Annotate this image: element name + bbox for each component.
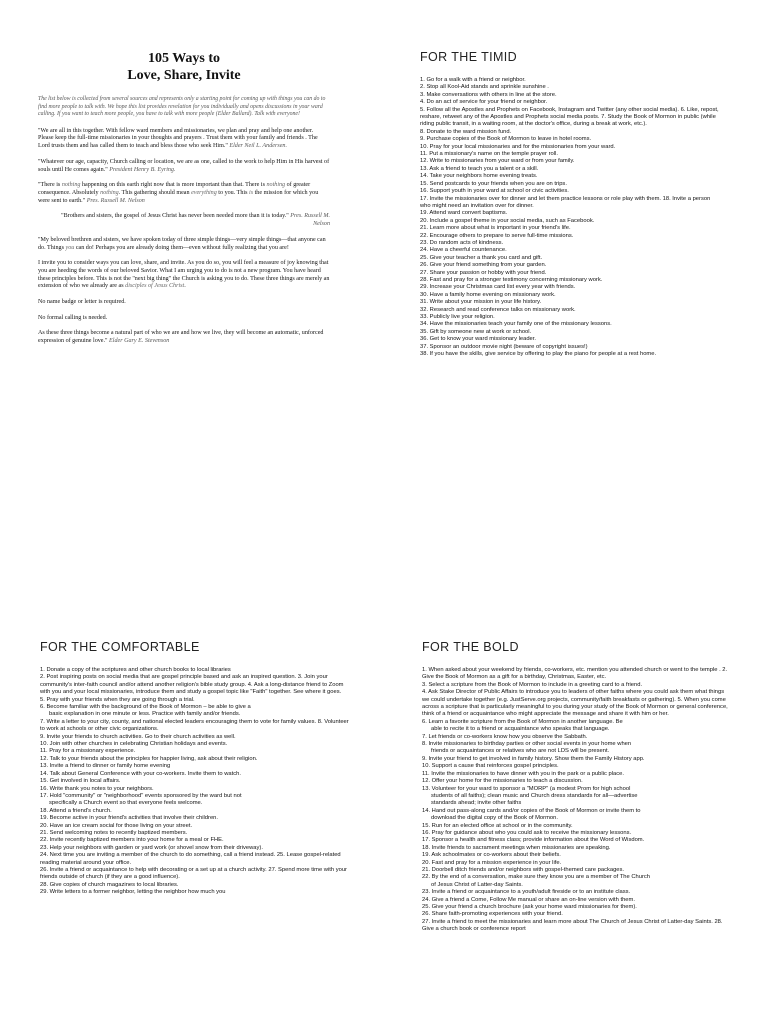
bold-list [422, 667, 732, 934]
list-item: 15. Run for an elected office at school or in the community. [422, 822, 573, 829]
quote-emphasis: nothing [61, 182, 81, 189]
list-item: 10. Pray for your local missionaries and for the missionaries from your ward. [420, 143, 616, 150]
intro-lead: The list below is collected from several sources and represents only a starting point for coming up with things you can do to find more people to talk with. We hope this list provides revelation for you individually and opens discussions in your ward calling. If you want to teach more people, you have to talk with more people (Elder Ballard). Talk with everyone! [38, 96, 326, 118]
list-item: specifically a Church event so that everyone feels welcome. [49, 800, 203, 807]
list-item: 12. Offer your home for the missionaries to teach a discussion. [422, 778, 583, 785]
quote-segment: "There is [38, 182, 62, 189]
list-item: 24. Have a cheerful countenance. [420, 247, 507, 254]
list-item: 31. Write about your mission in your life history. [420, 299, 542, 306]
list-item: 3. Select a scripture from the Book of Mormon to include in a greeting card to a friend. [422, 681, 643, 688]
list-item: 26. Invite a friend or acquaintance to help with decorating or a set up at a church activity. 27. Spend more time with your friends outside of church (if they are a good influence). [40, 866, 347, 881]
list-item: 13. Ask a friend to teach you a talent or a skill. [420, 165, 539, 172]
list-item: 29. Write letters to a former neighbor, letting the neighbor how much you [40, 889, 226, 896]
quote-nelson-today [38, 213, 330, 228]
list-item: 22. Encourage others to prepare to serve full-time missions. [420, 232, 574, 239]
section-heading: FOR THE BOLD [422, 640, 519, 654]
list-item: 16. Pray for guidance about who you could ask to receive the missionary lessons. [422, 829, 632, 836]
quote-segment: can do! Perhaps you are already doing them—even without fully realizing that you are! [74, 244, 289, 251]
list-item: 9. Purchase copies of the Book of Mormon to leave in hotel rooms. [420, 136, 592, 143]
quote-text: As these three things become a natural part of who we are and how we live, they will become an automatic, unforced expression of genuine love." [38, 330, 324, 345]
quote-attribution: Elder Gary E. Stevenson [109, 338, 170, 345]
quote-emphasis: nothing [100, 190, 119, 196]
list-item: 14. Take your neighbors home evening treats. [420, 173, 538, 180]
list-item: 27. Share your passion or hobby with your friend. [420, 269, 547, 276]
list-item: 23. Do random acts of kindness. [420, 239, 504, 246]
list-item: 7. Let friends or co-workers know how you observe the Sabbath. [422, 733, 588, 740]
list-item: 6. Learn a favorite scripture from the Book of Mormon in another language. Be [422, 718, 623, 725]
list-item: 30. Have a family home evening on missionary work. [420, 291, 556, 298]
comfortable-section [40, 640, 350, 1024]
list-item: 28. Fast and pray for a stronger testimony concerning missionary work. [420, 276, 603, 283]
list-item: 20. Include a gospel theme in your social media, such as Facebook. [420, 217, 595, 224]
list-item: 19. Ask schoolmates or co-workers about their beliefs. [422, 852, 561, 859]
list-item: 15. Get involved in local affairs. [40, 778, 121, 785]
list-item: 8. Invite missionaries to birthday parties or other social events in your home when [422, 741, 632, 748]
list-item: download the digital copy of the Book of Mormon. [431, 815, 558, 822]
quote-stevenson-part4: No formal calling is needed. [38, 314, 108, 321]
list-item: 17. Sponsor a health and fitness class; provide information about the Word of Wisdom. [422, 837, 645, 844]
list-item: 32. Research and read conference talks on missionary work. [420, 306, 576, 313]
list-item: 1. Go for a walk with a friend or neighbor. [420, 77, 526, 83]
page-title [38, 50, 330, 84]
list-item: 14. Talk about General Conference with your co-workers. Invite them to watch. [40, 770, 241, 777]
list-item: 16. Write thank you notes to your neighbors. [40, 785, 154, 792]
quote-text: "We are all in this together. With fellow ward members and missionaries, we plan and pray and help one another. Please keep the full-time missionaries in your thoughts and prayers . Trust them with your family and friends . The Lord trusts them and has called them to teach and bless those who seek Him." [38, 127, 318, 150]
list-item: 4. Do an act of service for your friend or neighbor. [420, 99, 548, 106]
list-item: 21. Doorbell ditch friends and/or neighbors with gospel-themed care packages. [422, 866, 625, 873]
list-item: 7. Write a letter to your city, county, and national elected leaders encouraging them to vote for family values. 8. Volunteer to work at schools or other civic organizations. [40, 718, 349, 733]
list-item: 9. Invite your friend to get involved in family history. Show them the Family History app. [422, 755, 645, 762]
list-item: 36. Get to know your ward missionary leader. [420, 336, 536, 343]
title-line-1: 105 Ways to [147, 51, 221, 66]
list-item: 11. Put a missionary's name on the temple prayer roll. [420, 151, 558, 158]
list-item: 16. Support youth in your ward at school or civic activities. [420, 188, 569, 195]
bold-section [422, 640, 732, 1024]
list-item: 34. Have the missionaries teach your family one of the missionary lessons. [420, 321, 612, 328]
section-heading: FOR THE TIMID [420, 50, 518, 64]
list-item: 23. Help your neighbors with garden or yard work (or shovel snow from their driveway). [40, 844, 263, 851]
list-item: 12. Write to missionaries from your ward or from your family. [420, 158, 575, 165]
quote-text: "Whatever our age, capacity, Church calling or location, we are as one, called to the work to help Him in His harvest of souls until He comes again." [38, 158, 330, 173]
quote-emphasis: you [65, 244, 75, 251]
list-item: able to recite it to a friend or acquaintance who speaks that language. [431, 726, 610, 733]
list-item: 3. Make conversations with others in line at the store. [420, 91, 557, 98]
list-item: 37. Sponsor an outdoor movie night (beware of copyright issues!) [420, 343, 588, 350]
list-item: 24. Give a friend a Come, Follow Me manual or share an on-line version with them. [422, 896, 635, 903]
quote-nelson-gathering [38, 182, 330, 205]
list-item: 23. Invite a friend or acquaintance to a youth/adult fireside or to an institute class. [422, 889, 631, 896]
list-item: 18. Invite friends to sacrament meetings when missionaries are speaking. [422, 844, 611, 851]
quote-segment: I invite you to consider ways you can love, share, and invite. As you do so, you will feel a measure of joy knowing that you are heeding the words of our beloved Savior. What I am urging you to do is not a new program. You have heard these principles before. This is not the "next big thing" the Church is asking you to do. These three things are merely an extension of who we already are as [38, 260, 330, 290]
quote-stevenson-part2 [38, 260, 330, 291]
list-item: 5. Follow all the Apostles and Prophets on Facebook, Instagram and Twitter (any other social media). 6. Like, repost, reshare, retweet any of the Apostles and Prophets social media posts. 7. Study the Book of Mormon in public (while riding public transit, in a waiting room, at the doctor's office, during a break at work, etc.). [420, 106, 719, 128]
quote-segment: the mission for which you were sent to earth." [38, 190, 319, 204]
list-item: 24. Next time you are inviting a member of the church to do something, call a friend instead. 25. Lease gospel-related reading material around your office. [40, 852, 341, 866]
list-item: 27. Invite a friend to meet the missionaries and learn more about The Church of Jesus Christ of Latter-day Saints. 28. Give a church book or conference report [422, 918, 723, 933]
list-item: 19. Become active in your friend's activities that involve their children. [40, 815, 218, 822]
list-item: standards ahead; invite other faiths [431, 800, 522, 807]
list-item: 20. Fast and pray for a mission experience in your life. [422, 859, 562, 866]
list-item: 8. Donate to the ward mission fund. [420, 128, 512, 135]
quote-segment: of greater consequence. Absolutely [38, 182, 311, 196]
list-item: 6. Become familiar with the background of the Book of Mormon – be able to give a [40, 704, 251, 711]
quote-eyring [38, 159, 330, 174]
list-item: 2. Stop all Kool-Aid stands and sprinkle sunshine . [420, 84, 549, 91]
quote-segment: "My beloved brethren and sisters, we have spoken today of three simple things—very simple things—that anyone can do. Things [38, 236, 326, 251]
list-item: 26. Give your friend something from your garden. [420, 262, 547, 269]
comfortable-list [40, 667, 350, 897]
list-item: 28. Give copies of church magazines to local libraries. [40, 881, 179, 888]
list-item: 26. Share faith-promoting experiences with your friend. [422, 911, 563, 918]
quote-attribution: President Henry B. Eyring. [109, 166, 176, 173]
quote-segment: . [184, 283, 186, 290]
list-item: 1. When asked about your weekend by friends, co-workers, etc. mention you attended church or went to the temple . 2. Give the Book of Mormon as a gift for a birthday, Christmas, Easter, etc. [422, 667, 728, 681]
list-item: 10. Join with other churches in celebrating Christian holidays and events. [40, 741, 228, 748]
quote-segment: . This gathering should mean [118, 190, 192, 196]
list-item: 11. Pray for a missionary experience. [40, 748, 136, 755]
quote-stevenson-part5 [38, 330, 330, 345]
list-item: 2. Post inspiring posts on social media that are gospel principle based and ask an inspired question. 3. Join your community's inter-faith council and/or attend another religion's bible study group. 4. Ask a long-distance friend to Zoom with you and your local missionaries, introduce them and study a gospel topic like "Faith" together. See where it goes. [40, 674, 344, 696]
list-item: 12. Talk to your friends about the principles for happier living, ask about their religion. [40, 755, 258, 762]
list-item: 11. Invite the missionaries to have dinner with you in the park or a public place. [422, 770, 624, 777]
list-item: friends or acquaintances or relatives who are not LDS will be present. [431, 748, 610, 755]
quote-attribution: Elder Neil L. Andersen. [229, 143, 287, 150]
list-item: 33. Publicly live your religion. [420, 314, 495, 320]
list-item: 9. Invite your friends to church activities. Go to their church activities as well. [40, 733, 236, 740]
list-item: 15. Send postcards to your friends when you are on trips. [420, 180, 567, 187]
list-item: 25. Give your teacher a thank you card and gift. [420, 254, 543, 261]
list-item: 20. Have an ice cream social for those living on your street. [40, 822, 193, 829]
list-item: 13. Invite a friend to dinner or family home evening [40, 763, 171, 770]
list-item: 13. Volunteer for your ward to sponsor a "MORP" (a modest Prom for high school [422, 785, 631, 792]
list-item: 4. Ask Stake Director of Public Affairs to introduce you to leaders of other faiths where you could ask them what things we could undertake together (e.g. JustServe.org projects, community/faith breakfasts or gathering). 5. When you come across a scripture that is particularly meaningful to you during your study of the Book of Mormon or general conference, think of a friend or acquaintance who might appreciate the message and share it with him or her. [422, 689, 728, 718]
list-item: 38. If you have the skills, give service by offering to play the piano for people at a rest home. [420, 351, 657, 358]
list-item: 21. Learn more about what is important in your friend's life. [420, 225, 571, 232]
quote-emphasis: disciples of Jesus Christ [125, 283, 185, 290]
quote-stevenson-part3: No name badge or letter is required. [38, 299, 126, 306]
quote-andersen [38, 128, 330, 151]
list-item: 19. Attend ward convert baptisms. [420, 210, 508, 217]
list-item: 22. By the end of a conversation, make sure they know you are a member of The Church [422, 874, 651, 881]
list-item: 17. Hold "community" or "neighborhood" events sponsored by the ward but not [40, 792, 242, 799]
quote-segment: happening on this earth right now that is more important than that. There is [80, 182, 267, 189]
title-line-2: Love, Share, Invite [127, 68, 241, 83]
quote-stevenson-part1 [38, 237, 330, 252]
list-item: 1. Donate a copy of the scriptures and other church books to local libraries [40, 667, 231, 673]
quote-emphasis: nothing [266, 182, 286, 189]
timid-list [420, 77, 720, 358]
list-item: 22. Invite recently baptized members into your home for a meal or FHE. [40, 837, 224, 844]
quote-attribution: Pres. Russell M. Nelson [290, 213, 330, 228]
list-item: 21. Send welcoming notes to recently baptized members. [40, 829, 188, 836]
list-item: 18. Attend a friend's church. [40, 807, 112, 814]
quote-emphasis: is [249, 190, 254, 196]
list-item: 35. Gift by someone new at work or school. [420, 328, 532, 335]
list-item: 17. Invite the missionaries over for dinner and let them practice lessons or role play with them. 18. Invite a person who might need an invitation over for dinner. [420, 195, 711, 209]
timid-section [420, 50, 720, 490]
list-item: basic explanation in one minute or less. Practice with family and/or friends. [49, 711, 241, 718]
quote-attribution: Pres. Russell M. Nelson [86, 197, 145, 204]
list-item: 25. Give your friend a church brochure (ask your home ward missionaries for them). [422, 904, 637, 910]
list-item: of Jesus Christ of Latter-day Saints. [431, 881, 523, 888]
list-item: 5. Pray with your friends when they are going through a trial. [40, 696, 195, 703]
list-item: 10. Support a cause that reinforces gospel principles. [422, 763, 559, 770]
list-item: 14. Hand out pass-along cards and/or copies of the Book of Mormon or invite them to [422, 807, 641, 814]
quote-emphasis: everything [191, 190, 217, 196]
list-item: students of all faiths); clean music and Church dress standards for all—advertise [431, 792, 638, 799]
quote-text: "Brothers and sisters, the gospel of Jesus Christ has never been needed more than it is today." [61, 213, 289, 220]
quote-segment: to you. This [216, 190, 250, 196]
section-heading: FOR THE COMFORTABLE [40, 640, 200, 654]
intro-section [38, 50, 330, 470]
list-item: 29. Increase your Christmas card list every year with friends. [420, 284, 576, 291]
